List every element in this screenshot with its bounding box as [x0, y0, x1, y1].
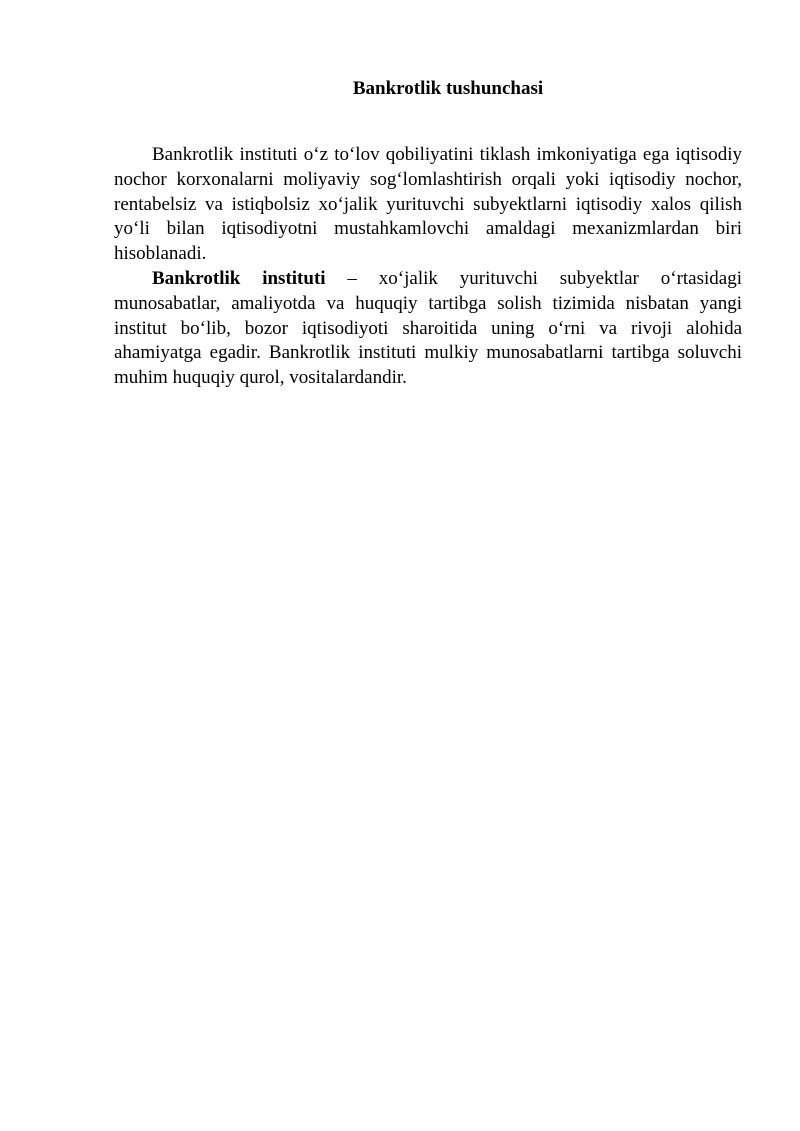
- paragraph-1: Bankrotlik instituti o‘z to‘lov qobiliyatini tiklash imkoniyatiga ega iqtisodiy nochor korxonalarni moliyaviy sog‘lomlashtirish orqali yoki iqtisodiy nochor, rentabelsiz va istiqbolsiz xo‘jalik yurituvchi subyektlarni iqtisodiy xalos qilish yo‘li bilan iqtisodiyotni mustahkamlovchi amaldagi mexanizmlardan biri hisoblanadi.: [114, 144, 742, 265]
- paragraph-2-text: – xo‘jalik yurituvchi subyektlar o‘rtasidagi munosabatlar, amaliyotda va huquqiy tartibga solish tizimida nisbatan yangi institut bo‘lib, bozor iqtisodiyoti sharoitida uning o‘rni va rivoji alohida ahamiyatga egadir. Bankrotlik instituti mulkiy munosabatlarni tartibga soluvchi muhim huquqiy qurol, vositalardandir.: [114, 267, 742, 389]
- paragraph-2-term: Bankrotlik instituti: [152, 267, 326, 289]
- document-body: [114, 143, 742, 391]
- document-title: Bankrotlik tushunchasi: [352, 78, 544, 99]
- paragraph-2: [114, 267, 742, 391]
